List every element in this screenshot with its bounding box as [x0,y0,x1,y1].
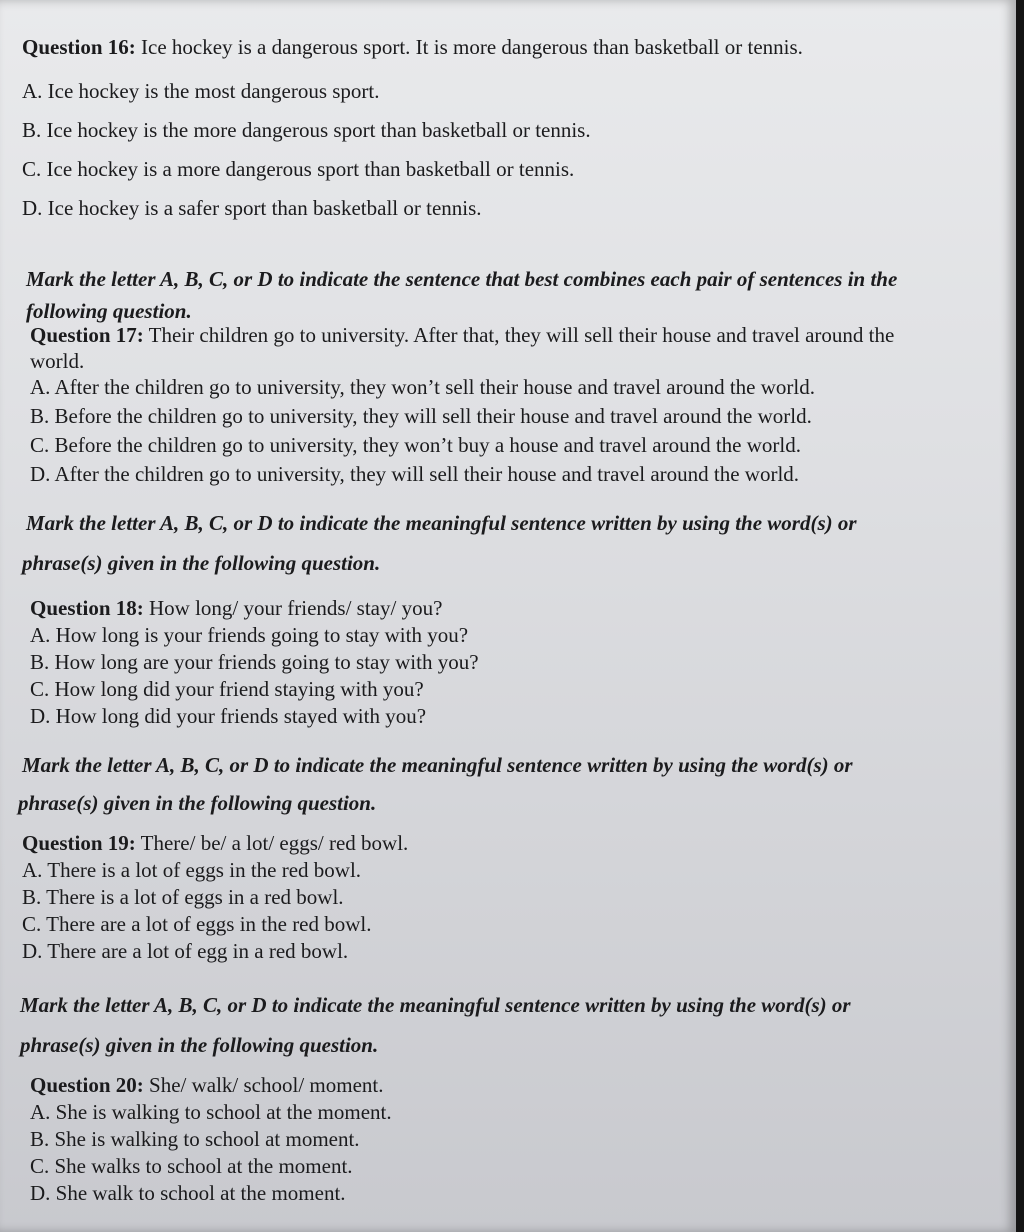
question-prompt: She/ walk/ school/ moment. [149,1073,384,1097]
question-20 [30,1072,384,1098]
question-prompt: Their children go to university. After that, they will sell their house and travel around the [148,323,895,347]
question-18 [30,595,442,621]
instruction-line-2: phrase(s) given in the following question. [20,1033,379,1057]
option-b: B. Ice hockey is the more dangerous sport than basketball or tennis. [22,118,591,142]
question-label: Question 18: [30,596,144,620]
option-c: C. She walks to school at the moment. [30,1154,353,1178]
option-c: C. Before the children go to university, they won’t buy a house and travel around the world. [30,433,801,457]
option-d: D. She walk to school at the moment. [30,1181,346,1205]
photo-dark-edge [1016,0,1024,1232]
option-a: A. There is a lot of eggs in the red bowl. [22,858,362,882]
question-prompt: Ice hockey is a dangerous sport. It is more dangerous than basketball or tennis. [141,35,803,59]
question-prompt: How long/ your friends/ stay/ you? [149,596,443,620]
question-prompt: There/ be/ a lot/ eggs/ red bowl. [140,831,409,855]
question-label: Question 19: [22,831,136,855]
option-b: B. There is a lot of eggs in a red bowl. [22,885,344,909]
instruction-line-2: phrase(s) given in the following question. [22,551,381,575]
instruction-line-1: Mark the letter A, B, C, or D to indicate the meaningful sentence written by using the word(s) or [20,993,851,1017]
option-a: A. Ice hockey is the most dangerous sport. [22,79,380,103]
instruction-line-1: Mark the letter A, B, C, or D to indicate the meaningful sentence written by using the word(s) or [22,753,853,777]
option-c: C. How long did your friend staying with you? [30,677,424,701]
option-d: D. How long did your friends stayed with you? [30,704,427,728]
option-b: B. How long are your friends going to stay with you? [30,650,479,674]
question-19 [22,830,408,856]
instruction-line-2: following question. [26,299,192,323]
question-16 [22,34,803,60]
option-b: B. Before the children go to university, they will sell their house and travel around the world. [30,404,812,428]
question-label: Question 16: [22,35,136,59]
instruction-line-2: phrase(s) given in the following question. [18,791,377,815]
question-label: Question 17: [30,323,144,347]
option-c: C. There are a lot of eggs in the red bowl. [22,912,372,936]
instruction-line-1: Mark the letter A, B, C, or D to indicate the sentence that best combines each pair of sentences in the [26,267,898,291]
question-prompt-continued: world. [30,349,85,373]
question-label: Question 20: [30,1073,144,1097]
option-d: D. After the children go to university, they will sell their house and travel around the world. [30,462,800,486]
option-a: A. How long is your friends going to stay with you? [30,623,469,647]
question-17 [30,322,894,348]
option-b: B. She is walking to school at moment. [30,1127,360,1151]
option-c: C. Ice hockey is a more dangerous sport than basketball or tennis. [22,157,575,181]
option-d: D. Ice hockey is a safer sport than basketball or tennis. [22,196,482,220]
instruction-line-1: Mark the letter A, B, C, or D to indicate the meaningful sentence written by using the word(s) or [26,511,857,535]
option-d: D. There are a lot of egg in a red bowl. [22,939,349,963]
option-a: A. She is walking to school at the moment. [30,1100,392,1124]
option-a: A. After the children go to university, they won’t sell their house and travel around the world. [30,375,815,399]
